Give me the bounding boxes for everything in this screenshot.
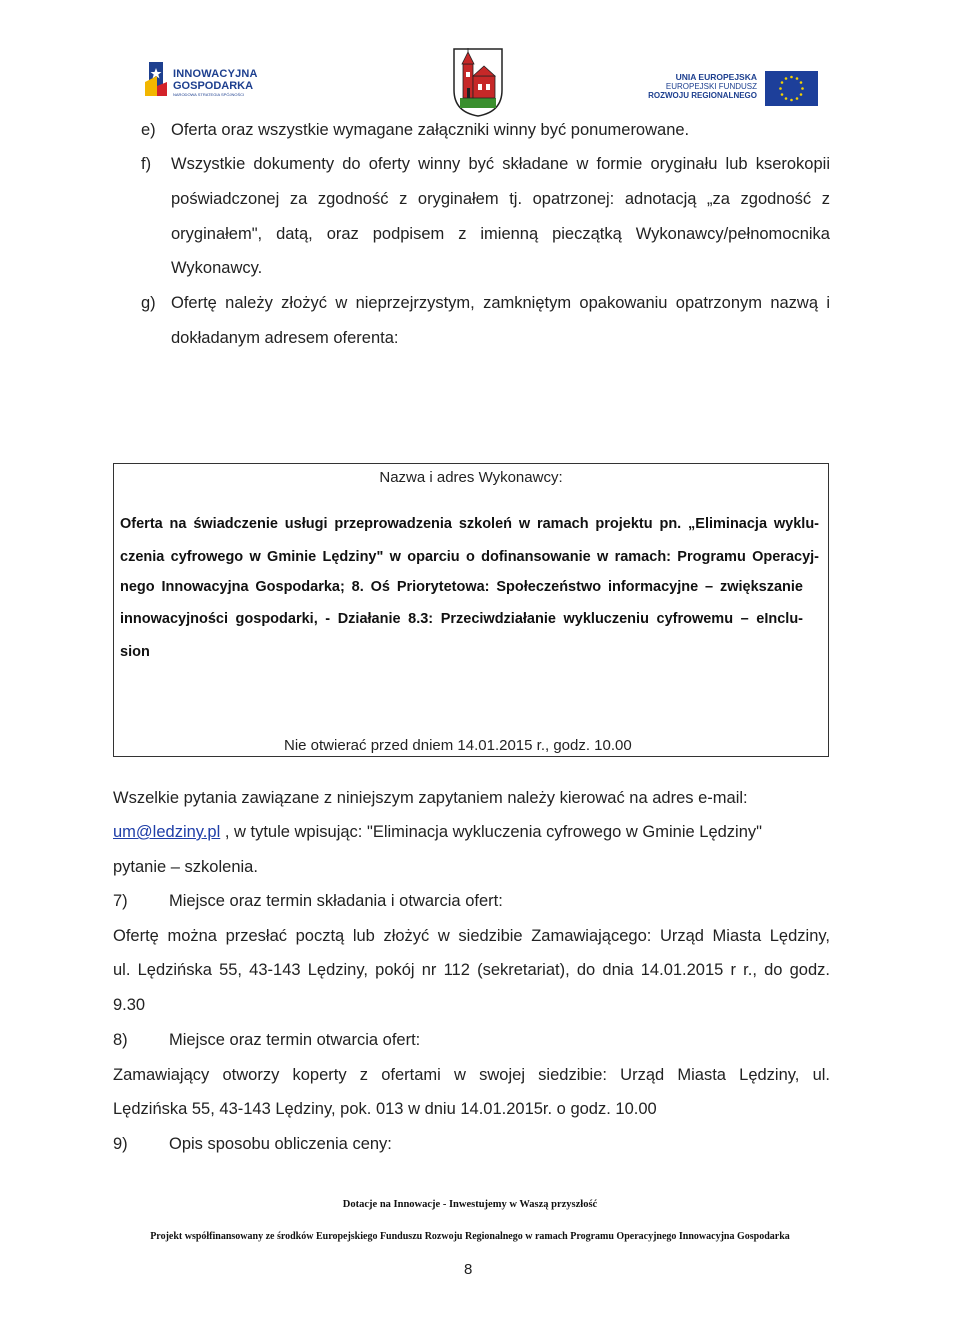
item-g-label: g) [141,294,156,312]
box-line5: sion [120,644,150,660]
ledziny-coat-of-arms-icon [451,46,505,118]
item-e-label: e) [141,121,156,139]
questions-line1: Wszelkie pytania zawiązane z niniejszym zapytaniem należy kierować na adres e-mail: [113,789,748,807]
box-line2: czenia cyfrowego w Gminie Lędziny" w oparciu o dofinansowanie w ramach: Programu Operacyj- [120,549,819,565]
innowacyjna-gospodarka-logo [145,62,275,102]
page-number: 8 [464,1261,473,1278]
item-g-line1: Ofertę należy złożyć w nieprzejrzystym, zamkniętym opakowaniu opatrzonym nazwą i [171,294,830,312]
logo-text-innowacyjna: INNOWACYJNA [173,68,258,80]
section7-title: Miejsce oraz termin składania i otwarcia ofert: [169,892,503,910]
box-line1: Oferta na świadczenie usługi przeprowadzenia szkoleń w ramach projektu pn. „Eliminacja wyklu- [120,516,819,532]
item-e-line1: Oferta oraz wszystkie wymagane załączniki winny być ponumerowane. [171,121,690,139]
box-line3: nego Innowacyjna Gospodarka; 8. Oś Priorytetowa: Społeczeństwo informacyjne – zwiększanie [120,579,803,595]
section9-number: 9) [113,1135,128,1153]
section7-number: 7) [113,892,128,910]
box-footer: Nie otwierać przed dniem 14.01.2015 r., godz. 10.00 [284,737,632,754]
box-header: Nazwa i adres Wykonawcy: [379,469,563,486]
section8-line1: Zamawiający otworzy koperty z ofertami w swojej siedzibie: Urząd Miasta Lędziny, ul. [113,1066,830,1084]
section8-line2: Lędzińska 55, 43-143 Lędziny, pok. 013 w dniu 14.01.2015r. o godz. 10.00 [113,1100,657,1118]
questions-line2 [113,822,831,842]
eu-text-line1: UNIA EUROPEJSKA [675,72,757,82]
email-link[interactable]: um@ledziny.pl [113,823,221,841]
section8-title: Miejsce oraz termin otwarcia ofert: [169,1031,421,1049]
eu-text-line3: ROZWOJU REGIONALNEGO [648,91,757,100]
item-f-line4: Wykonawcy. [171,259,263,277]
eu-fund-label [648,73,757,100]
item-f-label: f) [141,155,152,173]
section7-line1: Ofertę można przesłać pocztą lub złożyć w siedzibie Zamawiającego: Urząd Miasta Lędziny, [113,927,830,945]
box-line4: innowacyjności gospodarki, - Działanie 8.3: Przeciwdziałanie wykluczeniu cyfrowemu – eInclu- [120,611,803,627]
item-f-line1: Wszystkie dokumenty do oferty winny być składane w formie oryginału lub kserokopii [171,155,830,173]
logo-text-gospodarka: GOSPODARKA [173,80,254,92]
eu-text-line2: EUROPEJSKI FUNDUSZ [665,82,757,91]
item-f-line3: oryginałem", datą, oraz podpisem z imienną pieczątką Wykonawcy/pełnomocnika [171,225,830,243]
innowacyjna-gospodarka-emblem-icon [145,62,167,96]
section7-line2: ul. Lędzińska 55, 43-143 Lędziny, pokój nr 112 (sekretariat), do dnia 14.01.2015 r r., do godz. [113,961,830,979]
questions-line3: pytanie – szkolenia. [113,858,258,876]
eu-flag-icon [765,71,818,106]
logo-text-strategia: NARODOWA STRATEGIA SPÓJNOŚCI [173,92,245,97]
section7-line3: 9.30 [113,996,146,1014]
footer-slogan: Dotacje na Innowacje - Inwestujemy w Waszą przyszłość [342,1199,598,1210]
section8-number: 8) [113,1031,128,1049]
section9-title: Opis sposobu obliczenia ceny: [169,1135,392,1153]
item-g-line2: dokładanym adresem oferenta: [171,329,399,347]
questions-line2-rest: , w tytule wpisując: "Eliminacja wykluczenia cyfrowego w Gminie Lędziny" [224,823,762,841]
item-f-line2: poświadczonej za zgodność z oryginałem tj. opatrzonej: adnotacją „za zgodność z [171,190,830,208]
footer-project-note: Projekt współfinansowany ze środków Europejskiego Funduszu Rozwoju Regionalnego w ramach Programu Operacyjnego Innowacyjna Gospodarka [150,1231,790,1242]
